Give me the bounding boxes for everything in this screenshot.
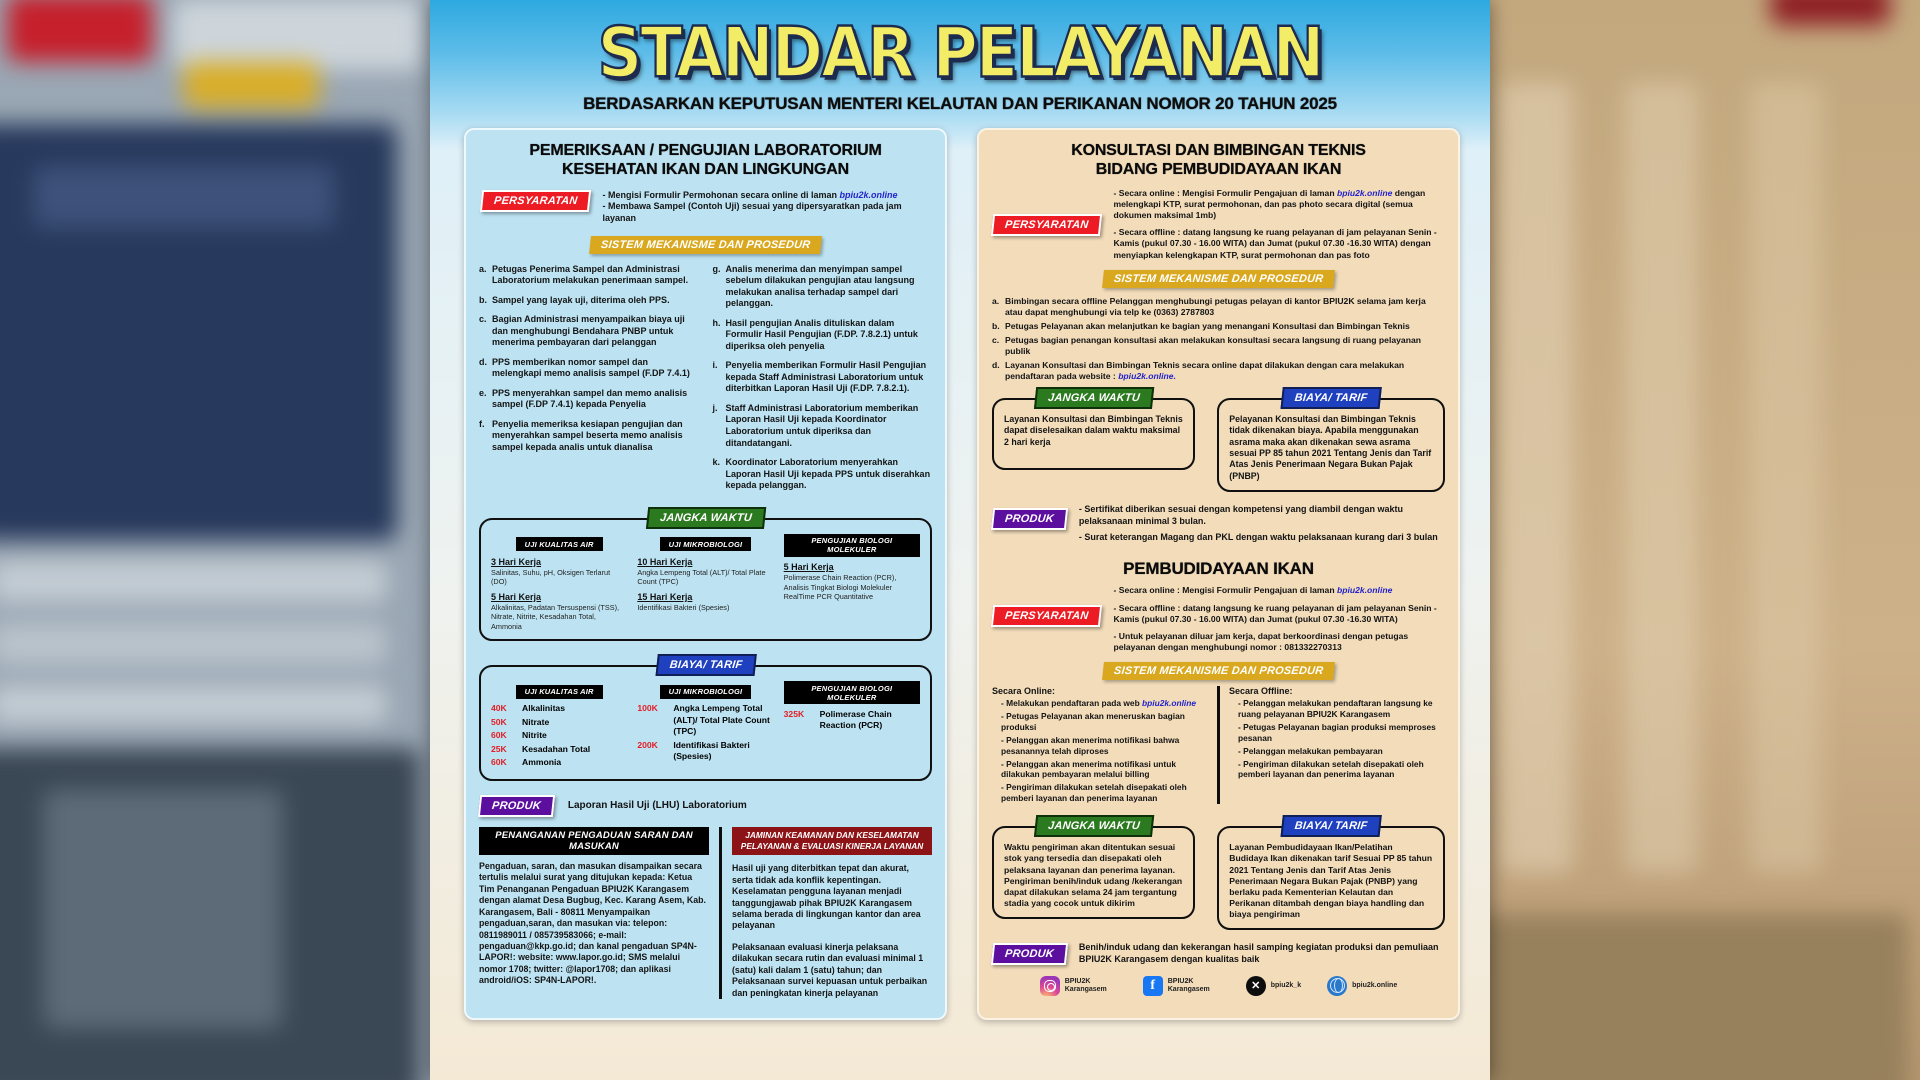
list-item: i. Penyelia memberikan Formulir Hasil Pengujian kepada Staff Administrasi Laboratorium untuk diterbitkan Laporan Hasil Uji (F.DP. 7.8.2.1). bbox=[712, 360, 927, 394]
list-item: - Petugas Pelayanan bagian produksi memproses pesanan bbox=[1238, 721, 1436, 743]
list-item: - Mengisi Formulir Permohonan secara online di laman bpiu2k.online bbox=[602, 189, 898, 200]
list-item: j. Staff Administrasi Laboratorium memberikan Laporan Hasil Uji kepada Koordinator Laboratorium untuk diperiksa dan ditandatangani. bbox=[712, 402, 919, 448]
list-item: g. Analis menerima dan menyimpan sampel sebelum dilakukan pengujian atau langsung melakukan analisa terhadap sampel dari pelanggan. bbox=[712, 263, 915, 309]
prosedur-column-right bbox=[713, 264, 933, 500]
offline-header: Secara Offline: bbox=[1229, 686, 1293, 697]
sistem-mekanisme-badge: SISTEM MEKANISME DAN PROSEDUR bbox=[1102, 662, 1335, 680]
jangka-waktu-box bbox=[479, 511, 932, 641]
online-header: Secara Online: bbox=[992, 686, 1056, 697]
bpiu2k-online-link[interactable]: bpiu2k.online. bbox=[1118, 370, 1176, 381]
list-item: a. Bimbingan secara offline Pelanggan menghubungi petugas pelayan di kantor BPIU2K selama jam kerja atau dapat menghubungi via telp ke (0363) 2787803 bbox=[992, 295, 1426, 317]
pembudidayaan-title: PEMBUDIDAYAAN IKAN bbox=[1123, 559, 1314, 579]
x-link[interactable]: ✕ bpiu2k_k bbox=[1246, 976, 1301, 996]
instagram-icon bbox=[1040, 976, 1060, 996]
x-icon: ✕ bbox=[1246, 976, 1266, 996]
divider bbox=[719, 827, 722, 999]
biaya-col-kualitas-air: UJI KUALITAS AIR 40K Alkalinitas 50K Nitrate 60K Nitrite 25K Kesadahan Total 60K Ammonia bbox=[491, 681, 627, 769]
jangka-col-kualitas-air: UJI KUALITAS AIR 3 Hari Kerja Salinitas, Suhu, pH, Oksigen Terlarut (DO) 5 Hari Kerja Alkalinitas, Padatan Tersuspensi (TSS), Nitrate, Nitrite, Kesadahan Total, Ammonia bbox=[491, 534, 627, 631]
jangka-waktu-box-1: JANGKA WAKTU Layanan Konsultasi dan Bimbingan Teknis dapat diselesaikan dalam waktu maksimal 2 hari kerja bbox=[992, 398, 1195, 470]
jaminan-section bbox=[732, 827, 932, 999]
list-item: - Sertifikat diberikan sesuai dengan kompetensi yang diambil dengan waktu pelaksanaan minimal 3 bulan. bbox=[1078, 504, 1403, 526]
list-item: - Pelanggan akan menerima notifikasi bahwa pesanannya telah diproses bbox=[1001, 734, 1180, 756]
biaya-tarif-box bbox=[479, 659, 932, 781]
right-persyaratan-list bbox=[1113, 188, 1445, 261]
list-item: f. Penyelia memeriksa kesiapan pengujian dan menyerahkan sampel beserta memo analisis sampel kepada analis untuk dianalisa bbox=[479, 418, 683, 452]
persyaratan-badge: PERSYARATAN bbox=[991, 605, 1103, 627]
list-item: d. PPS memberikan nomor sampel dan melengkapi memo analisis sampel (F.DP 7.4.1) bbox=[479, 356, 690, 379]
bpiu2k-online-link[interactable]: bpiu2k.online bbox=[1336, 187, 1393, 198]
panel-konsultasi bbox=[977, 128, 1460, 1020]
list-item: - Pelanggan akan menerima notifikasi untuk dilakukan pembayaran melalui billing bbox=[1001, 758, 1176, 780]
biaya-tarif-badge: BIAYA/ TARIF bbox=[1281, 387, 1382, 409]
list-item: h. Hasil pengujian Analis dituliskan dalam Formulir Hasil Pengujian (F.DP. 7.8.2.1) untuk diperiksa oleh penyelia bbox=[712, 317, 918, 351]
jangka-waktu-badge: JANGKA WAKTU bbox=[1034, 815, 1154, 837]
background-left-blur bbox=[0, 0, 432, 1080]
sistem-mekanisme-badge: SISTEM MEKANISME DAN PROSEDUR bbox=[589, 236, 822, 254]
biaya-tarif-badge: BIAYA/ TARIF bbox=[655, 654, 756, 676]
social-links bbox=[992, 976, 1445, 996]
biaya-tarif-badge: BIAYA/ TARIF bbox=[1281, 815, 1382, 837]
poster-subtitle: BERDASARKAN KEPUTUSAN MENTERI KELAUTAN DAN PERIKANAN NOMOR 20 TAHUN 2025 bbox=[583, 94, 1337, 113]
left-persyaratan-list bbox=[602, 190, 932, 225]
website-link[interactable]: bpiu2k.online bbox=[1327, 976, 1397, 996]
list-item: - Pengiriman dilakukan setelah disepakati oleh pemberi layanan dan penerima layanan bbox=[1001, 782, 1187, 804]
service-standard-poster bbox=[430, 0, 1490, 1080]
jangka-waktu-badge: JANGKA WAKTU bbox=[1034, 387, 1154, 409]
list-item: c. Petugas bagian penangan konsultasi akan melakukan konsultasi secara langsung di ruang pelayanan publik bbox=[992, 334, 1421, 356]
left-panel-title: PEMERIKSAAN / PENGUJIAN LABORATORIUM KESEHATAN IKAN DAN LINGKUNGAN bbox=[529, 142, 882, 178]
panel-laboratorium bbox=[464, 128, 947, 1020]
produk-badge: PRODUK bbox=[991, 943, 1068, 965]
background-right-blur bbox=[1488, 0, 1920, 1080]
list-item: - Pelanggan melakukan pembayaran bbox=[1238, 745, 1383, 756]
prosedur-column-left bbox=[479, 264, 699, 462]
list-item: b. Sampel yang layak uji, diterima oleh PPS. bbox=[479, 294, 670, 305]
pengaduan-body: Pengaduan, saran, dan masukan disampaikan secara tertulis melalui surat yang ditujukan kepada: Ketua Tim Penanganan Pengaduan BPIU2K Karangasem dengan alamat Desa Bugbug, Kec. Karang Asem, Kab. Karangasem, Bali - 80811 Menyampaikan pengaduan,saran, dan masukan via: telepon: 0811989011 / 085739583066; e-mail: pengaduan@kkp.go.id; dan kanal pengaduan SP4N-LAPOR!: website: www.lapor.go.id; SMS melalui nomor 1708; twitter: @lapor1708; dan aplikasi android/iOS: SP4N-LAPOR!. bbox=[479, 860, 706, 986]
secara-offline-column bbox=[1229, 686, 1445, 780]
persyaratan-badge: PERSYARATAN bbox=[991, 214, 1103, 236]
pengaduan-section bbox=[479, 827, 709, 987]
biaya-col-biologi-molekuler: PENGUJIAN BIOLOGI MOLEKULER 325K Polimerase Chain Reaction (PCR) bbox=[784, 681, 920, 769]
list-item: k. Koordinator Laboratorium menyerahkan Laporan Hasil Uji kepada PPS untuk diserahkan kepada pelanggan. bbox=[712, 457, 931, 491]
list-item: - Secara offline : datang langsung ke ruang pelayanan di jam pelayanan Senin - Kamis (pukul 07.30 - 16.00 WITA) dan Jumat (pukul 07.30 -16.30 WITA) dengan menyiapkan kelengkapan KTP, surat permohonan dan pas foto bbox=[1113, 227, 1437, 260]
list-item: - Melakukan pendaftaran pada web bpiu2k.online bbox=[1001, 697, 1196, 708]
poster-title: STANDAR PELAYANAN bbox=[597, 11, 1323, 94]
produk-badge: PRODUK bbox=[991, 508, 1068, 530]
jaminan-paragraph-2: Pelaksanaan evaluasi kinerja pelaksana dilakukan secara rutin dan evaluasi minimal 1 (satu) kali dalam 1 (satu) tahun; dan Pelaksanaan survei kepuasan untuk perbaikan dan peningkatan kinerja pelayanan bbox=[732, 941, 928, 998]
list-item: - Untuk pelayanan diluar jam kerja, dapat berkoordinasi dengan petugas pelayanan dengan menghubungi nomor : 081332270313 bbox=[1113, 630, 1409, 653]
list-item: - Secara online : Mengisi Formulir Pengajuan di laman bpiu2k.online bbox=[1113, 585, 1393, 596]
produk-text: Laporan Hasil Uji (LHU) Laboratorium bbox=[567, 800, 747, 812]
right-prosedur-list bbox=[992, 296, 1445, 382]
list-item: d. Layanan Konsultasi dan Bimbingan Teknis secara online dapat dilakukan dengan cara melakukan pendaftaran pada website : bpiu2k.online. bbox=[992, 359, 1405, 381]
list-item: a. Petugas Penerima Sampel dan Administrasi Laboratorium melakukan penerimaan sampel. bbox=[479, 263, 689, 286]
divider bbox=[1217, 686, 1220, 804]
pengaduan-header: PENANGANAN PENGADUAN SARAN DAN MASUKAN bbox=[479, 827, 709, 855]
bpiu2k-online-link[interactable]: bpiu2k.online bbox=[1142, 697, 1196, 708]
produk-text-2: Benih/induk udang dan kekerangan hasil samping kegiatan produksi dan pemuliaan BPIU2K Karangasem dengan kualitas baik bbox=[1078, 942, 1439, 965]
bpiu2k-online-link[interactable]: bpiu2k.online bbox=[1336, 585, 1393, 596]
biaya-tarif-box-1: BIAYA/ TARIF Pelayanan Konsultasi dan Bimbingan Teknis tidak dikenakan biaya. Apabila menggunakan asrama maka akan dikenakan sewa asrama sesuai PP 85 tahun 2021 Tentang Jenis dan Tarif Atas Jenis Penerimaan Negara Bukan Pajak (PNBP) bbox=[1217, 398, 1445, 493]
jangka-waktu-box-2: JANGKA WAKTU Waktu pengiriman akan ditentukan sesuai stok yang tersedia dan disepakati oleh pelaksana layanan dan penerima layanan. Pengiriman benih/induk udang /kekerangan dapat dilakukan selama 24 jam tergantung stadia yang cocok untuk dikirim bbox=[992, 826, 1195, 919]
list-item: - Pelanggan melakukan pendaftaran langsung ke ruang pelayanan BPIU2K Karangasem bbox=[1238, 697, 1433, 719]
list-item: e. PPS menyerahkan sampel dan memo analisis sampel (F.DP 7.4.1) kepada Penyelia bbox=[479, 387, 688, 410]
list-item: - Petugas Pelayanan akan meneruskan bagian produksi bbox=[1001, 710, 1185, 732]
facebook-icon: f bbox=[1143, 976, 1163, 996]
bpiu2k-online-link[interactable]: bpiu2k.online bbox=[839, 189, 898, 200]
persyaratan-badge: PERSYARATAN bbox=[480, 190, 592, 212]
produk-badge: PRODUK bbox=[478, 795, 555, 817]
right-panel-title: KONSULTASI DAN BIMBINGAN TEKNIS BIDANG PEMBUDIDAYAAN IKAN bbox=[1071, 142, 1366, 178]
list-item: b. Petugas Pelayanan akan melanjutkan ke bagian yang menangani Konsultasi dan Bimbingan Teknis bbox=[992, 320, 1410, 331]
jangka-col-biologi-molekuler: PENGUJIAN BIOLOGI MOLEKULER 5 Hari Kerja Polimerase Chain Reaction (PCR), Analisis Tingkat Biologi Molekuler RealTime PCR Quantitative bbox=[784, 534, 920, 631]
biaya-col-mikrobiologi: UJI MIKROBIOLOGI 100K Angka Lempeng Total (ALT)/ Total Plate Count (TPC) 200K Identifikasi Bakteri (Spesies) bbox=[637, 681, 773, 769]
list-item: - Membawa Sampel (Contoh Uji) sesuai yang dipersyaratkan pada jam layanan bbox=[602, 201, 902, 224]
globe-icon bbox=[1327, 976, 1347, 996]
sistem-mekanisme-badge: SISTEM MEKANISME DAN PROSEDUR bbox=[1102, 270, 1335, 288]
list-item: - Secara online : Mengisi Formulir Pengajuan di laman bpiu2k.online dengan melengkapi KTP, surat permohonan, dan pas photo secara digital (semua dokumen maksimal 1mb) bbox=[1113, 187, 1426, 221]
jangka-col-mikrobiologi: UJI MIKROBIOLOGI 10 Hari Kerja Angka Lempeng Total (ALT)/ Total Plate Count (TPC) 15 Hari Kerja Identifikasi Bakteri (Spesies) bbox=[637, 534, 773, 631]
list-item: - Surat keterangan Magang dan PKL dengan waktu pelaksanaan kurang dari 3 bulan bbox=[1078, 531, 1438, 542]
produk-list-1 bbox=[1079, 504, 1445, 543]
facebook-link[interactable]: f BPIU2K Karangasem bbox=[1143, 976, 1220, 996]
list-item: - Pengiriman dilakukan setelah disepakati oleh pemberi layanan dan penerima layanan bbox=[1238, 758, 1424, 780]
jangka-waktu-badge: JANGKA WAKTU bbox=[645, 507, 765, 529]
biaya-tarif-box-2: BIAYA/ TARIF Layanan Pembudidayaan Ikan/Pelatihan Budidaya Ikan dikenakan tarif Sesuai PP 85 tahun 2021 Tentang Jenis dan Tarif Atas Jenis Penerimaan Negara Bukan Pajak (PNBP) yang berlaku pada Kementerian Kelautan dan Perikanan ditambah dengan biaya handling dan biaya pengiriman bbox=[1217, 826, 1445, 930]
secara-online-column bbox=[992, 686, 1208, 804]
jaminan-paragraph-1: Hasil uji yang diterbitkan tepat dan akurat, serta tidak ada konflik kepentingan. Keselamatan pengguna layanan menjadi tanggungjawab pihak BPIU2K Karangasem selama berada di lingkungan kantor dan area pelayanan bbox=[732, 863, 921, 931]
list-item: c. Bagian Administrasi menyampaikan biaya uji dan menghubungi Bendahara PNBP untuk menerima pembayaran dari pelanggan bbox=[479, 314, 685, 348]
pembudidayaan-persyaratan-list bbox=[1113, 585, 1445, 653]
jaminan-header: JAMINAN KEAMANAN DAN KESELAMATAN PELAYANAN & EVALUASI KINERJA LAYANAN bbox=[732, 827, 932, 855]
list-item: - Secara offline : datang langsung ke ruang pelayanan di jam pelayanan Senin - Kamis (pukul 07.30 - 16.00 WITA) dan Jumat (pukul 07.30 -16.30 WITA) bbox=[1113, 602, 1437, 624]
instagram-link[interactable]: BPIU2K Karangasem bbox=[1040, 976, 1117, 996]
